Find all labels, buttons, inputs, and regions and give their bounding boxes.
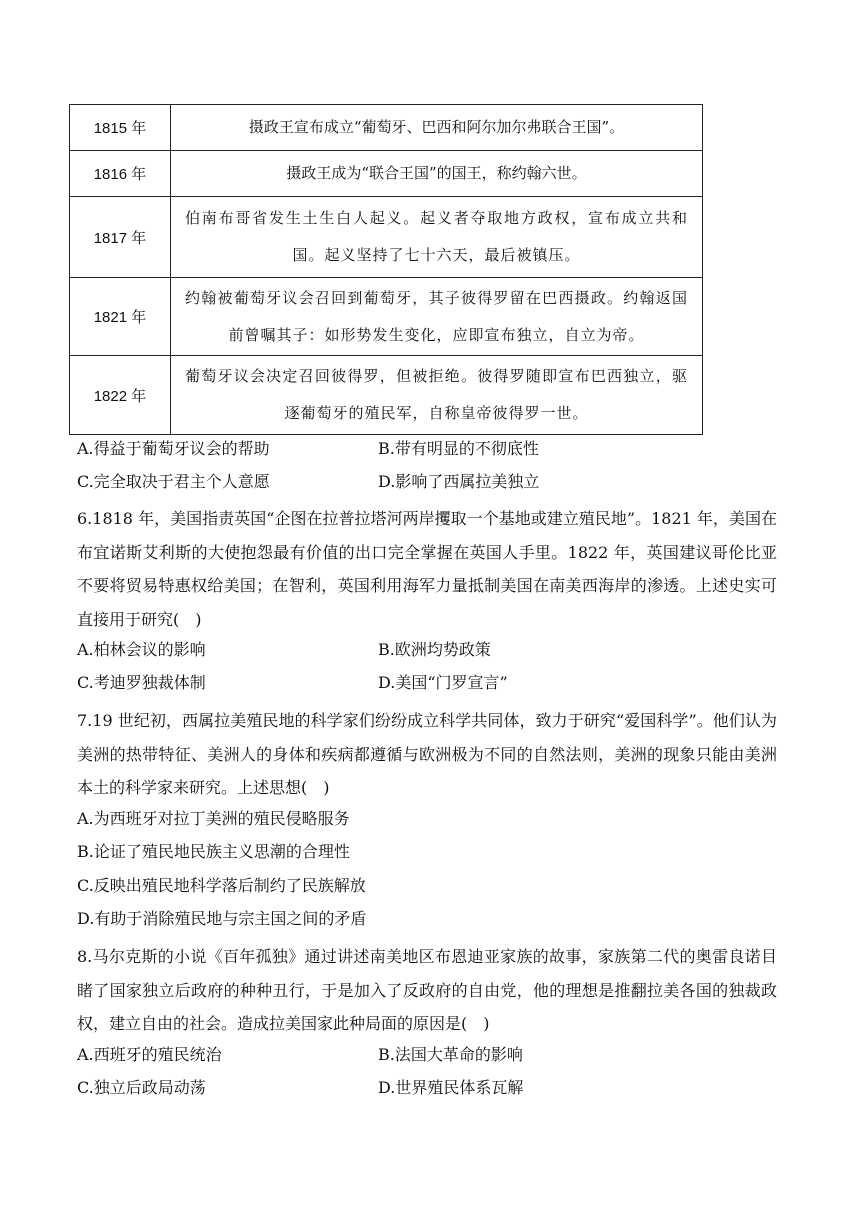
q6-stem: 6.1818 年，美国指责英国“企图在拉普拉塔河两岸攫取一个基地或建立殖民地”。1821 年，美国在布宜诺斯艾利斯的大使抱怨最有价值的出口完全掌握在英国人手里。1822 年，英国建议哥伦比亚不要将贸易特惠权给美国；在智利，英国利用海军力量抵制美国在南美西海岸的渗透。上述史实可直接用于研究( ) xyxy=(77,509,777,629)
table-row xyxy=(70,151,703,197)
table-year: 1821 年 xyxy=(70,278,171,356)
q7-stem: 7.19 世纪初，西属拉美殖民地的科学家们纷纷成立科学共同体，致力于研究“爱国科学”。他们认为美洲的热带特征、美洲人的身体和疾病都遵循与欧洲极为不同的自然法则，美洲的现象只能由美洲本土的科学家来研究。上述思想( ) xyxy=(77,711,777,797)
q5-option-b[interactable]: B.带有明显的不彻底性 xyxy=(378,439,539,458)
table-year: 1815 年 xyxy=(70,105,171,151)
history-table xyxy=(69,104,703,435)
q6-option-c[interactable]: C.考迪罗独裁体制 xyxy=(77,673,206,692)
table-event: 伯南布哥省发生土生白人起义。起义者夺取地方政权，宣布成立共和国。起义坚持了七十六天，最后被镇压。 xyxy=(171,197,703,278)
q6-option-a[interactable]: A.柏林会议的影响 xyxy=(77,640,206,659)
q5-option-a[interactable]: A.得益于葡萄牙议会的帮助 xyxy=(77,439,270,458)
q5-option-c[interactable]: C.完全取决于君主个人意愿 xyxy=(77,472,270,491)
q7-option-d[interactable]: D.有助于消除殖民地与宗主国之间的矛盾 xyxy=(77,909,367,928)
q6-option-b[interactable]: B.欧洲均势政策 xyxy=(378,640,491,659)
q6-option-d[interactable]: D.美国“门罗宣言” xyxy=(378,673,508,692)
table-year: 1822 年 xyxy=(70,356,171,435)
table-row xyxy=(70,105,703,151)
q7-option-b[interactable]: B.论证了殖民地民族主义思潮的合理性 xyxy=(77,842,350,861)
q7-option-c[interactable]: C.反映出殖民地科学落后制约了民族解放 xyxy=(77,876,366,895)
q8-option-c[interactable]: C.独立后政局动荡 xyxy=(77,1078,206,1097)
table-year: 1816 年 xyxy=(70,151,171,197)
table-event: 约翰被葡萄牙议会召回到葡萄牙，其子彼得罗留在巴西摄政。约翰返国前曾嘱其子：如形势发生变化，应即宣布独立，自立为帝。 xyxy=(171,278,703,356)
table-event: 摄政王成为“联合王国”的国王，称约翰六世。 xyxy=(171,151,703,197)
table-row xyxy=(70,278,703,356)
q8-option-d[interactable]: D.世界殖民体系瓦解 xyxy=(378,1078,524,1097)
q5-option-d[interactable]: D.影响了西属拉美独立 xyxy=(378,472,540,491)
q8-option-a[interactable]: A.西班牙的殖民统治 xyxy=(77,1045,222,1064)
table-event: 摄政王宣布成立“葡萄牙、巴西和阿尔加尔弗联合王国”。 xyxy=(171,105,703,151)
q8-option-b[interactable]: B.法国大革命的影响 xyxy=(378,1045,523,1064)
table-year: 1817 年 xyxy=(70,197,171,278)
q7-option-a[interactable]: A.为西班牙对拉丁美洲的殖民侵略服务 xyxy=(77,809,350,828)
table-row xyxy=(70,356,703,435)
table-row xyxy=(70,197,703,278)
q8-stem: 8.马尔克斯的小说《百年孤独》通过讲述南美地区布恩迪亚家族的故事，家族第二代的奥雷良诺目睹了国家独立后政府的种种丑行，于是加入了反政府的自由党，他的理想是推翻拉美各国的独裁政权，建立自由的社会。造成拉美国家此种局面的原因是( ) xyxy=(77,947,777,1033)
table-event: 葡萄牙议会决定召回彼得罗，但被拒绝。彼得罗随即宣布巴西独立，驱逐葡萄牙的殖民军，自称皇帝彼得罗一世。 xyxy=(171,356,703,435)
